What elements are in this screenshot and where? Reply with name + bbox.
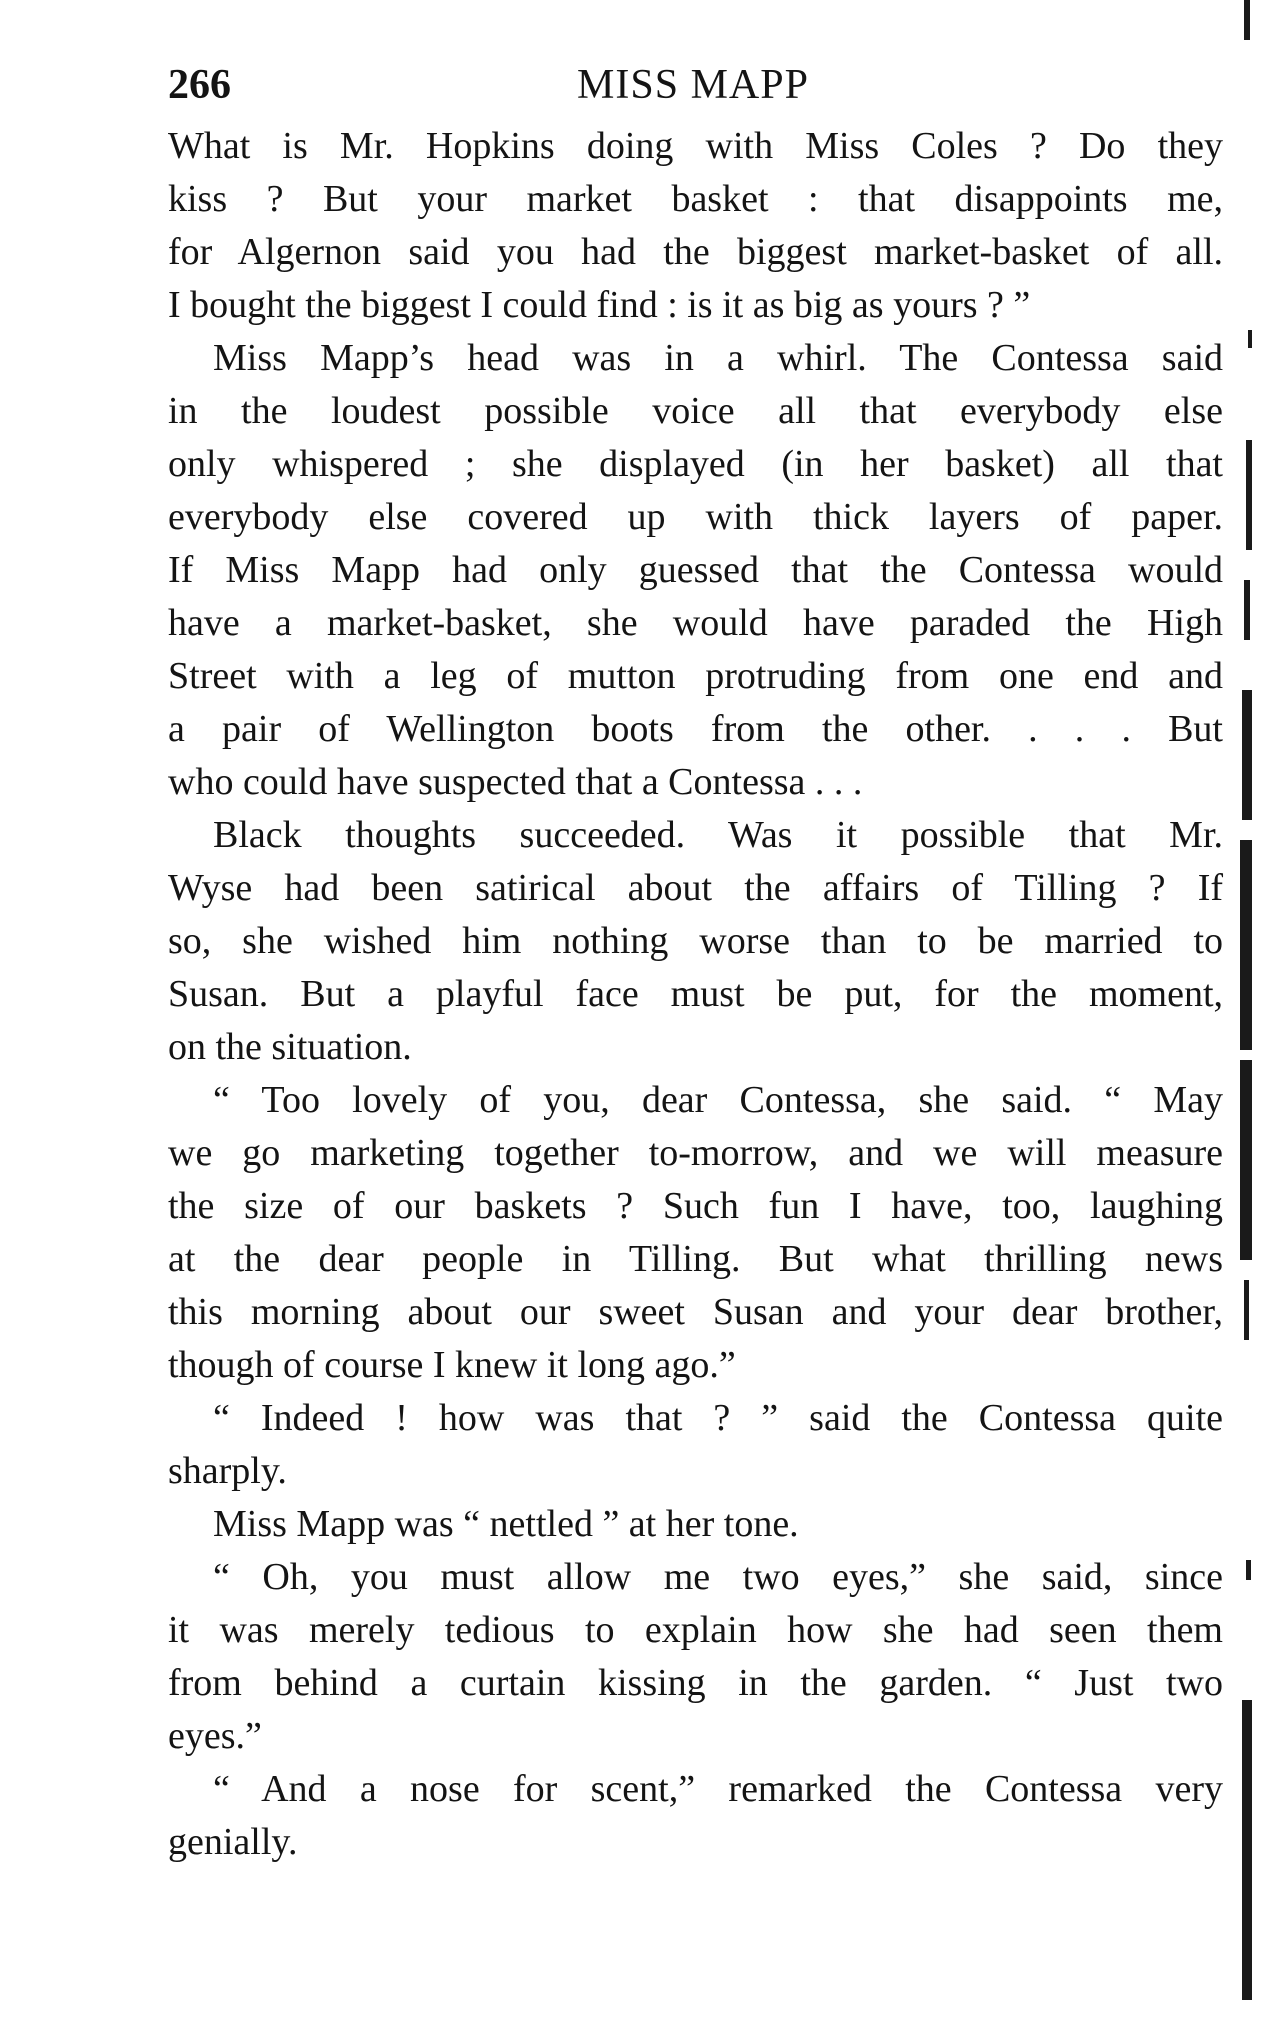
text-line: it was merely tedious to explain how she had seen them [168, 1609, 1223, 1651]
body-text [168, 120, 1223, 1869]
text-line: though of course I knew it long ago.” [168, 1344, 736, 1386]
text-line: If Miss Mapp had only guessed that the Contessa would [168, 549, 1223, 591]
text-line: Susan. But a playful face must be put, for the moment, [168, 973, 1223, 1015]
text-line: sharply. [168, 1450, 287, 1492]
text-line: in the loudest possible voice all that everybody else [168, 390, 1223, 432]
text-line: eyes.” [168, 1715, 262, 1757]
text-line: only whispered ; she displayed (in her basket) all that [168, 443, 1223, 485]
text-line: “ And a nose for scent,” remarked the Contessa very [213, 1768, 1223, 1810]
text-line: Miss Mapp’s head was in a whirl. The Contessa said [213, 337, 1223, 379]
text-line: the size of our baskets ? Such fun I have, too, laughing [168, 1185, 1223, 1227]
page-edge-shadow [1240, 0, 1263, 2029]
text-line: Street with a leg of mutton protruding from one end and [168, 655, 1223, 697]
text-line: have a market-basket, she would have paraded the High [168, 602, 1223, 644]
text-line: Black thoughts succeeded. Was it possible that Mr. [213, 814, 1223, 856]
text-line: “ Oh, you must allow me two eyes,” she said, since [213, 1556, 1223, 1598]
text-line: this morning about our sweet Susan and your dear brother, [168, 1291, 1223, 1333]
page-header [168, 52, 1218, 118]
text-line: we go marketing together to-morrow, and we will measure [168, 1132, 1223, 1174]
page-number: 266 [168, 62, 231, 108]
text-line: “ Indeed ! how was that ? ” said the Contessa quite [213, 1397, 1223, 1439]
text-line: kiss ? But your market basket : that disappoints me, [168, 178, 1223, 220]
text-line: a pair of Wellington boots from the other. . . . But [168, 708, 1223, 750]
text-line: everybody else covered up with thick layers of paper. [168, 496, 1223, 538]
text-line: What is Mr. Hopkins doing with Miss Coles ? Do they [168, 125, 1223, 167]
text-line: I bought the biggest I could find : is it as big as yours ? ” [168, 284, 1031, 326]
text-line: on the situation. [168, 1026, 412, 1068]
text-line: for Algernon said you had the biggest market-basket of all. [168, 231, 1223, 273]
text-line: genially. [168, 1821, 298, 1863]
text-line: Wyse had been satirical about the affairs of Tilling ? If [168, 867, 1223, 909]
text-line: at the dear people in Tilling. But what thrilling news [168, 1238, 1223, 1280]
text-line: so, she wished him nothing worse than to be married to [168, 920, 1223, 962]
text-line: Miss Mapp was “ nettled ” at her tone. [213, 1503, 799, 1545]
text-line: who could have suspected that a Contessa . . . [168, 761, 863, 803]
text-line: “ Too lovely of you, dear Contessa, she said. “ May [213, 1079, 1223, 1121]
running-head: MISS MAPP [577, 62, 809, 108]
text-line: from behind a curtain kissing in the garden. “ Just two [168, 1662, 1223, 1704]
